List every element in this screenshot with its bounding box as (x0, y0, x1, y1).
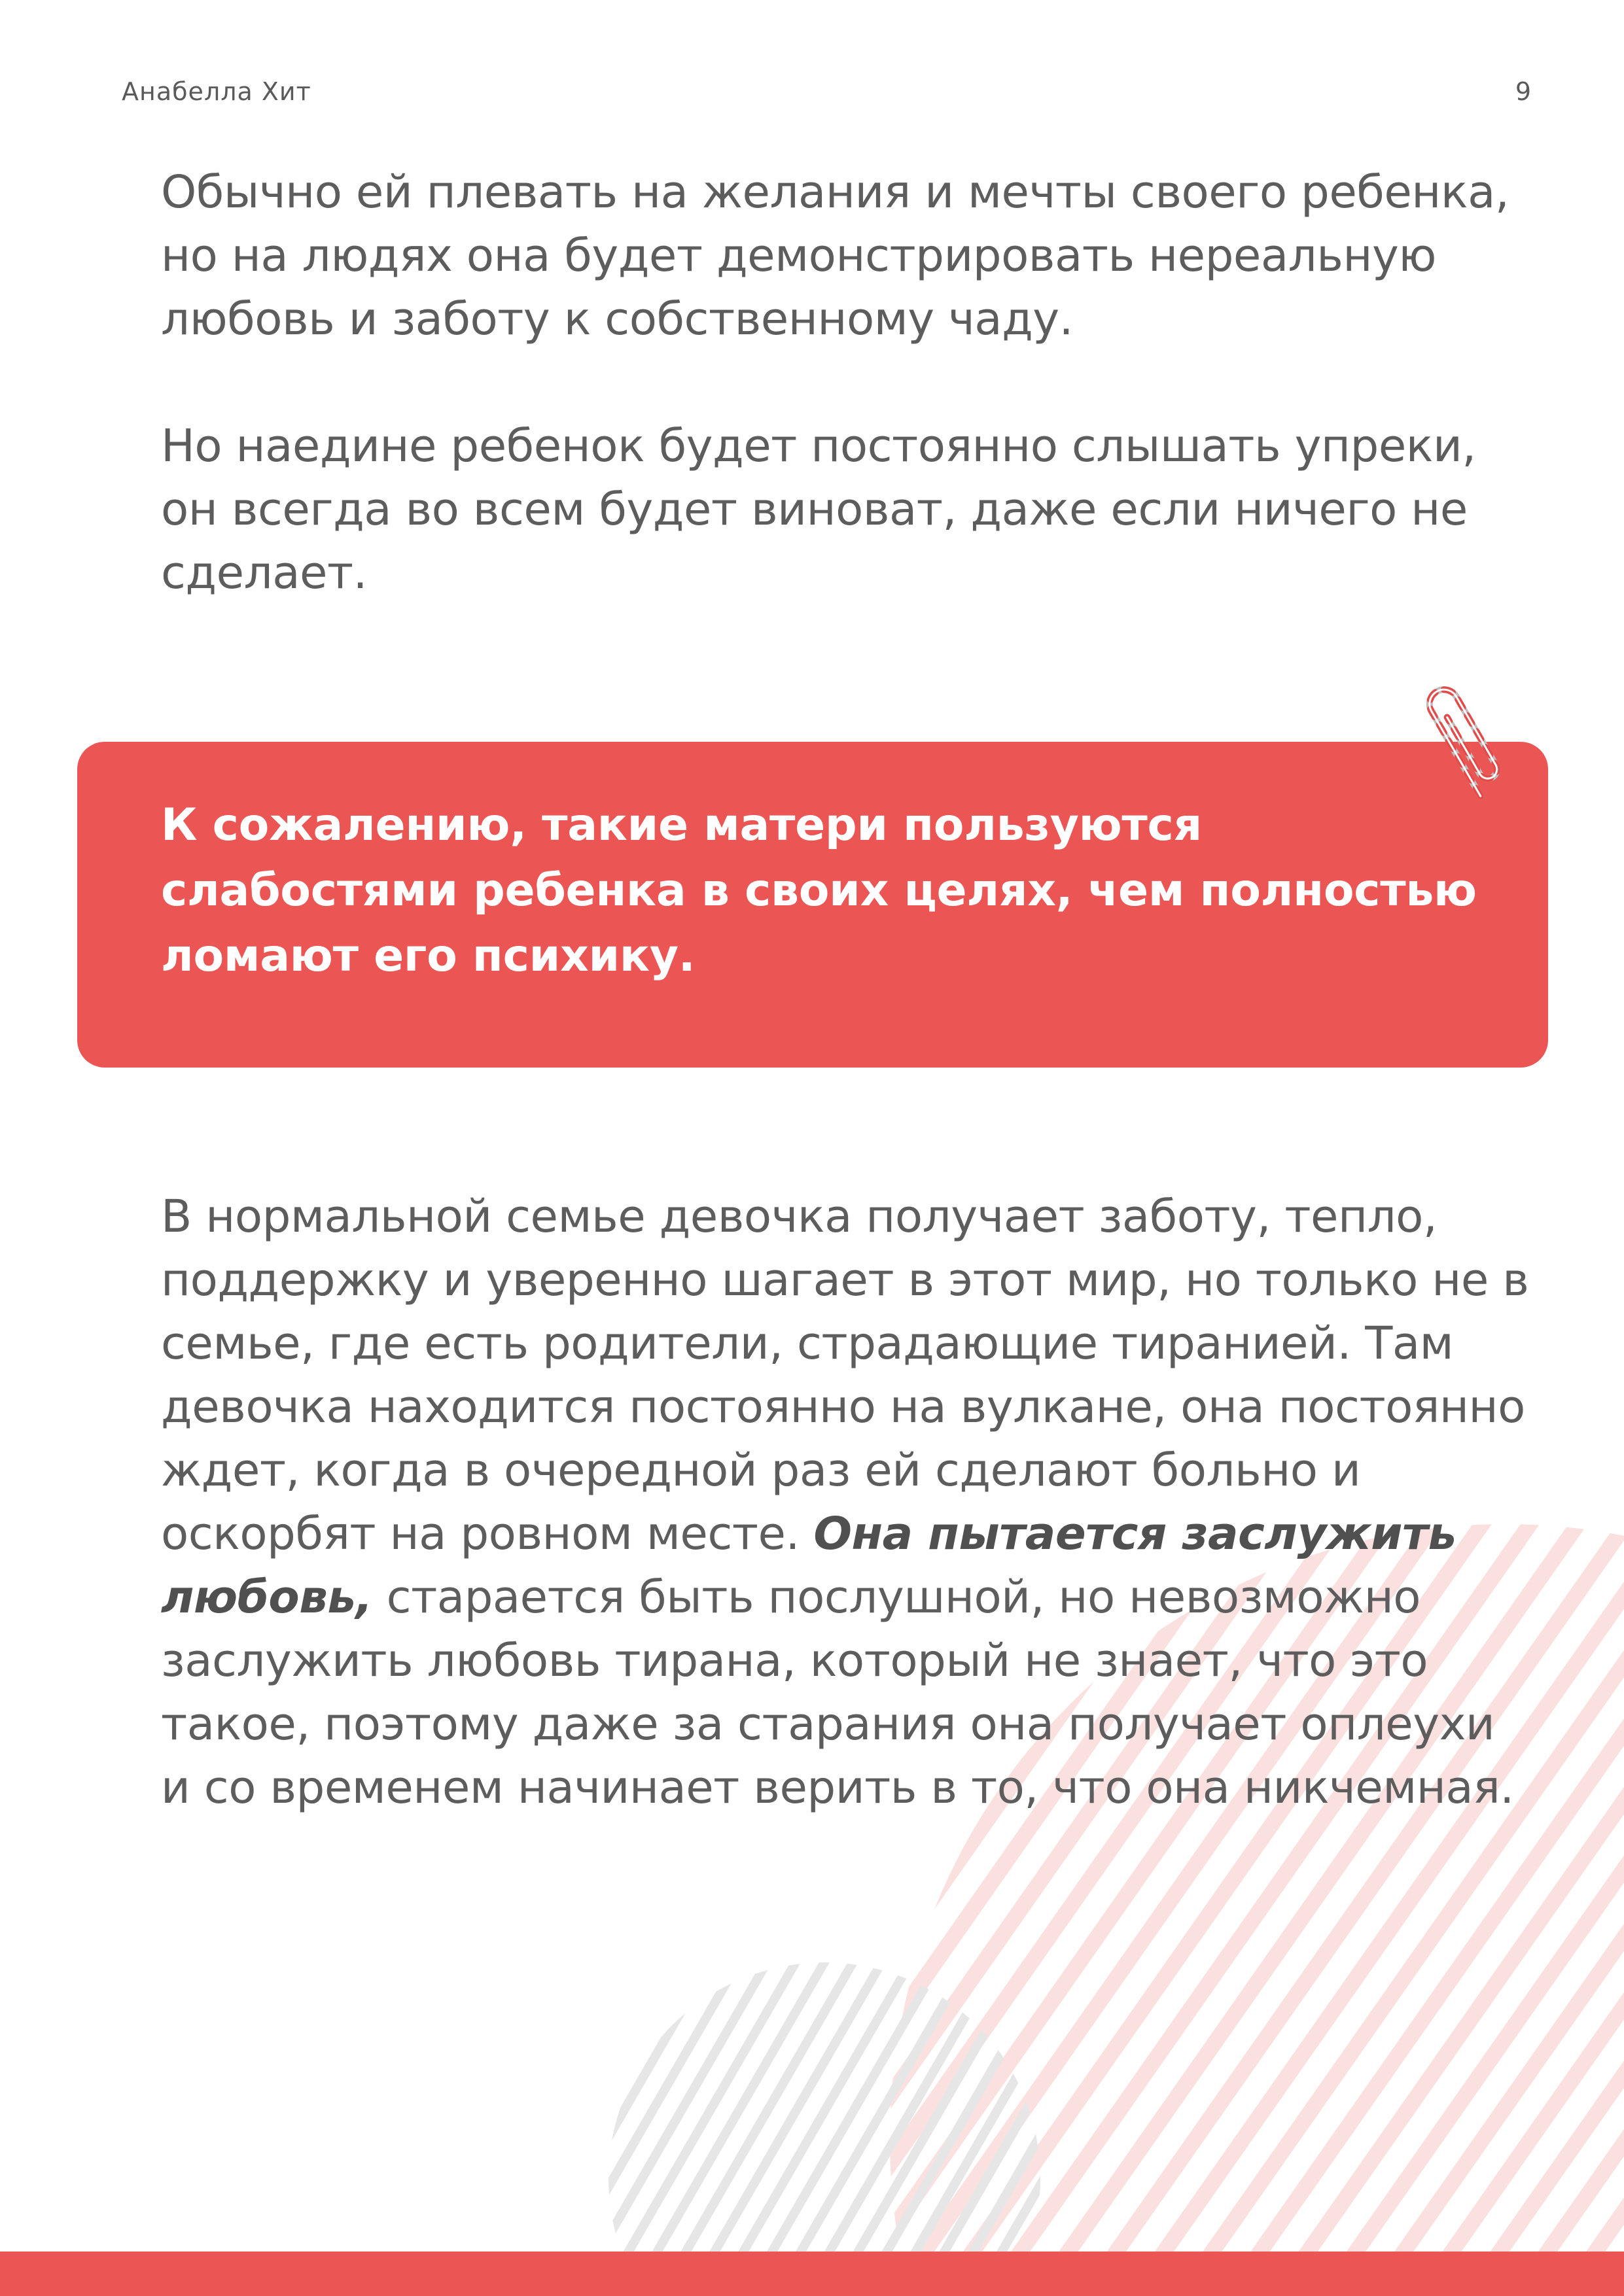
page-number: 9 (1515, 77, 1531, 106)
paragraph-3-emphasis: Она пытается заслужить любовь, (161, 1508, 1456, 1624)
footer-bar (0, 2252, 1624, 2296)
paragraph-3-text-start: В нормальной семье девочка получает заботу, тепло, поддержку и уверенно шагает в этот мир, но только не в семье, где есть родители, страдающие тиранией. Там девочка находится постоянно на вулкане, она постоянно ждет, когда в очередной раз ей сделают больно и оскорбят на ровном месте. (161, 1191, 1529, 1560)
callout-text: К сожалению, такие матери пользуются слабостями ребенка в своих целях, чем полностью ломают его психику. (161, 799, 1477, 982)
header-author: Анабелла Хит (122, 77, 311, 106)
paragraph-3-text-end: старается быть послушной, но невозможно заслужить любовь тирана, который не знает, что это такое, поэтому даже за старания она получает оплеухи и со временем начинает верить в то, что она никчемная. (161, 1571, 1514, 1814)
paragraph-3 (161, 1185, 1535, 1820)
callout-box (77, 742, 1548, 1068)
paperclip-icon (1420, 674, 1505, 811)
paragraph-1: Обычно ей плевать на желания и мечты своего ребенка, но на людях она будет демонстрировать нереальную любовь и заботу к собственному чаду. (161, 166, 1509, 345)
paragraph-2: Но наедине ребенок будет постоянно слышать упреки, он всегда во всем будет виноват, даже если ничего не сделает. (161, 420, 1476, 599)
